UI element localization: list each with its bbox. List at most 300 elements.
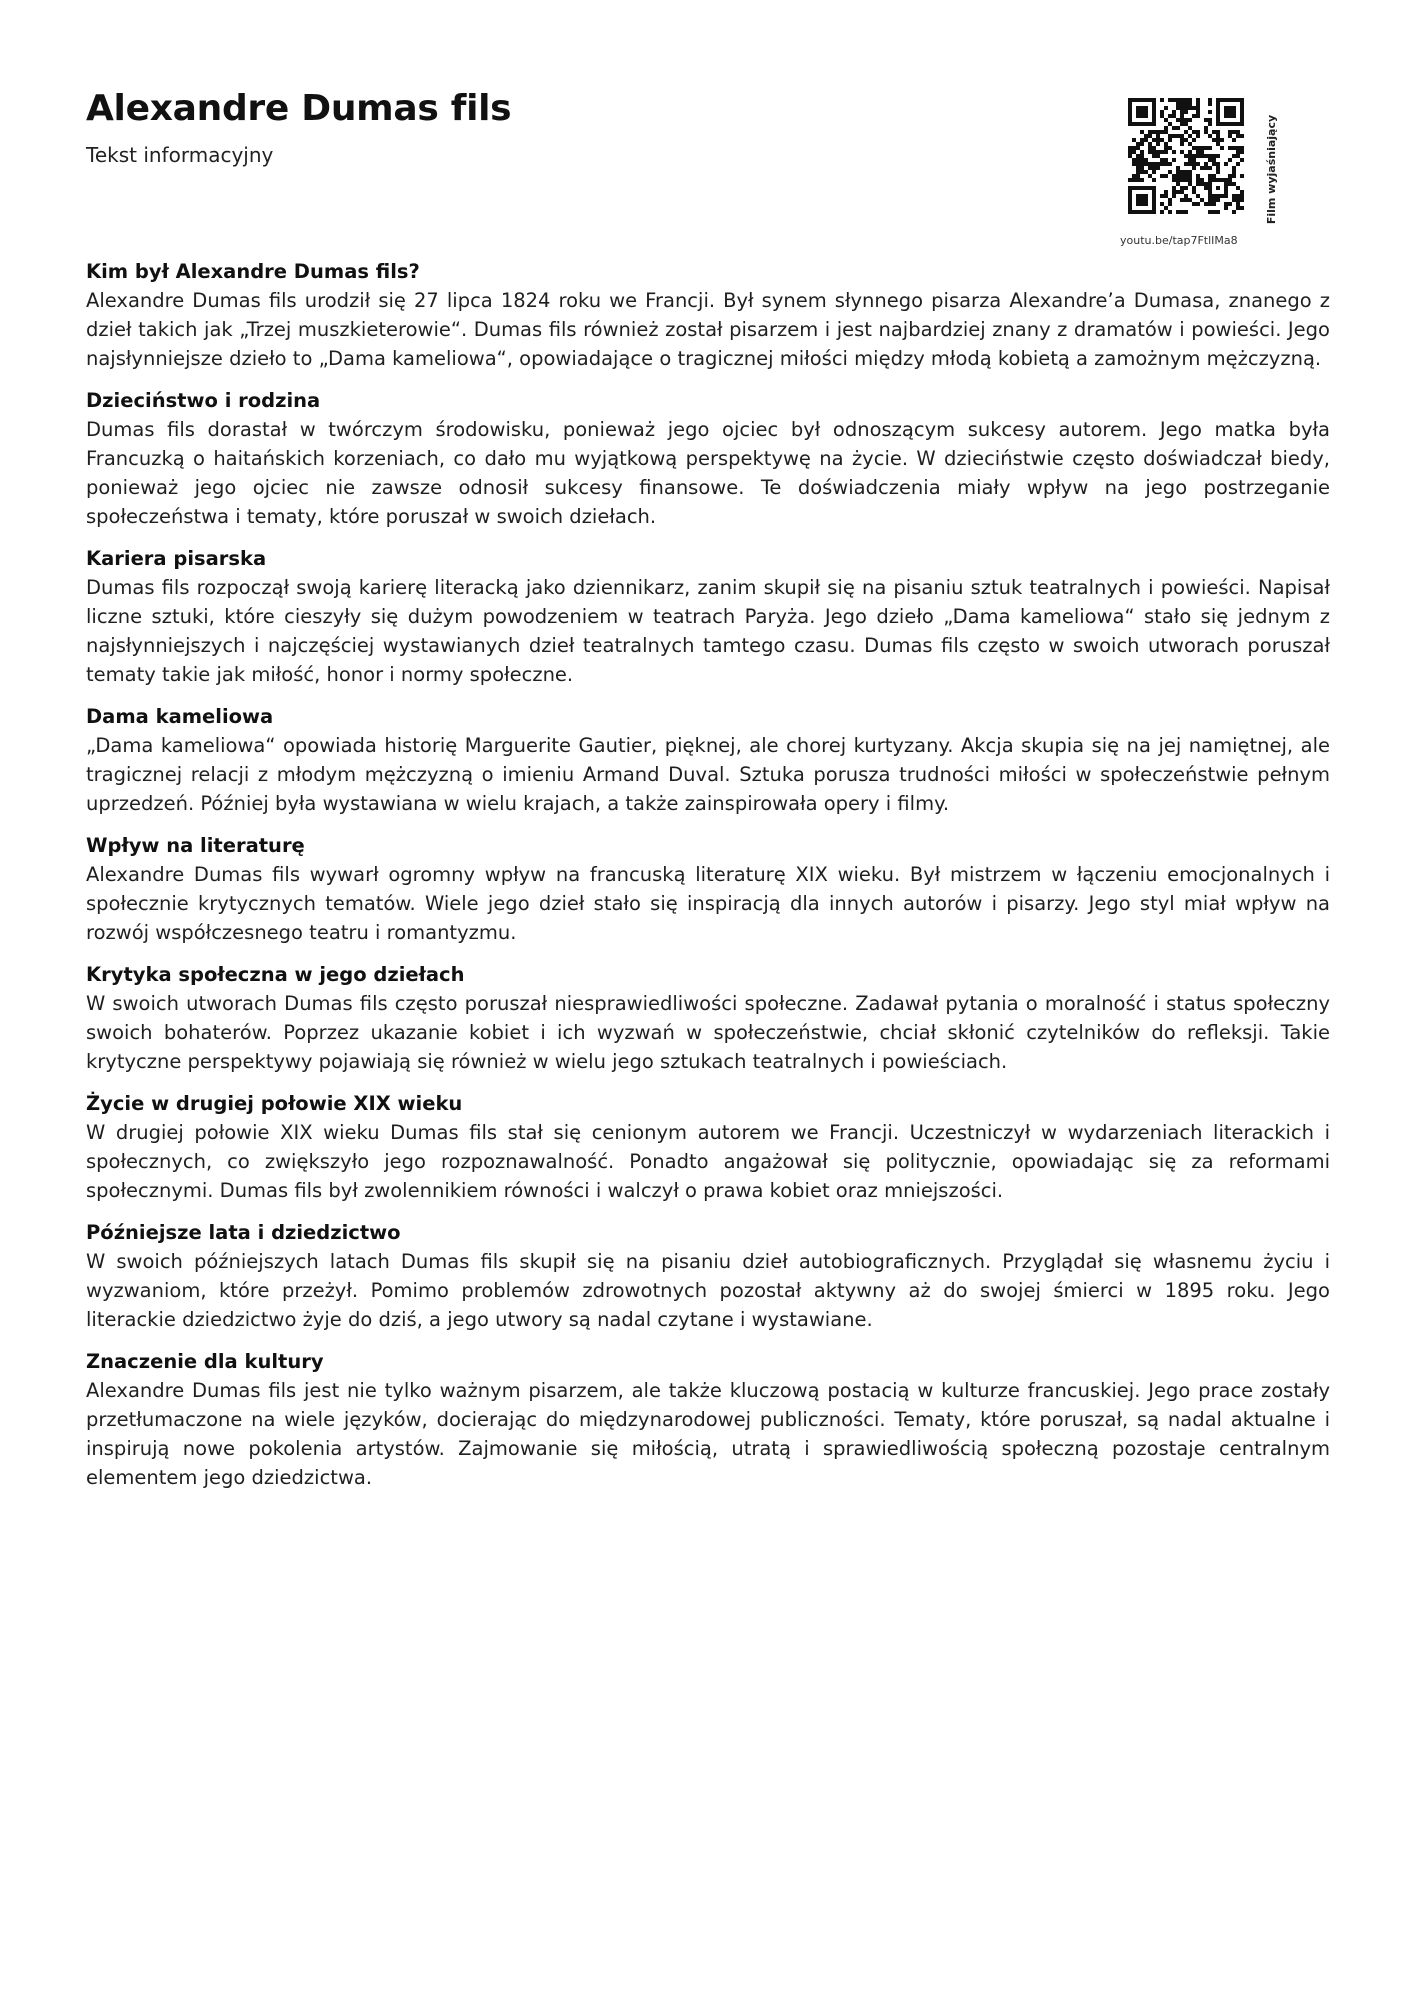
qr-module xyxy=(1136,114,1140,118)
qr-side-label xyxy=(1262,104,1282,234)
qr-module xyxy=(1176,126,1180,130)
qr-module xyxy=(1180,178,1184,182)
qr-module xyxy=(1136,106,1140,110)
qr-module xyxy=(1172,114,1176,118)
qr-module xyxy=(1208,194,1212,198)
qr-module xyxy=(1132,122,1136,126)
qr-module xyxy=(1212,194,1216,198)
qr-module xyxy=(1156,154,1160,158)
qr-module xyxy=(1196,178,1200,182)
qr-module xyxy=(1192,166,1196,170)
qr-module xyxy=(1128,194,1132,198)
qr-module xyxy=(1140,106,1144,110)
section-body: Alexandre Dumas fils wywarł ogromny wpływ na francuską literaturę XIX wieku. Był mistrzem w łączeniu emocjonalnych i społecznie krytycznych tematów. Wiele jego dzieł stało się inspiracją dla innych autorów i pisarzy. Jego styl miał wpływ na rozwój współczesnego teatru i romantyzmu. xyxy=(86,863,1330,944)
qr-module xyxy=(1152,114,1156,118)
qr-module xyxy=(1220,98,1224,102)
qr-module xyxy=(1172,98,1176,102)
qr-module xyxy=(1148,134,1152,138)
qr-module xyxy=(1228,134,1232,138)
qr-module xyxy=(1232,146,1236,150)
qr-module xyxy=(1140,114,1144,118)
qr-module xyxy=(1188,170,1192,174)
qr-module xyxy=(1164,130,1168,134)
qr-module xyxy=(1228,202,1232,206)
section-later-years xyxy=(86,1219,1330,1334)
qr-module xyxy=(1224,106,1228,110)
qr-module xyxy=(1164,126,1168,130)
qr-module xyxy=(1188,182,1192,186)
qr-module xyxy=(1180,102,1184,106)
section-body: Dumas fils dorastał w twórczym środowisku, ponieważ jego ojciec był odnoszącym sukcesy autorem. Jego matka była Francuzką o haitańskich korzeniach, co dało mu wyjątkową perspektywę na życie. W dzieciństwie często doświadczał biedy, ponieważ jego ojciec nie zawsze odnosił sukcesy finansowe. Te doświadczenia miały wpływ na jego postrzeganie społeczeństwa i tematy, które poruszał w swoich dziełach. xyxy=(86,418,1330,528)
qr-module xyxy=(1152,186,1156,190)
qr-module xyxy=(1144,114,1148,118)
qr-module xyxy=(1168,134,1172,138)
qr-module xyxy=(1212,202,1216,206)
qr-module xyxy=(1148,150,1152,154)
qr-module xyxy=(1236,198,1240,202)
qr-module xyxy=(1188,142,1192,146)
qr-module xyxy=(1208,158,1212,162)
qr-module xyxy=(1156,166,1160,170)
qr-module xyxy=(1228,146,1232,150)
qr-module xyxy=(1204,154,1208,158)
qr-module xyxy=(1176,174,1180,178)
section-body: Alexandre Dumas fils urodził się 27 lipca 1824 roku we Francji. Był synem słynnego pisarza Alexandre’a Dumasa, znanego z dzieł takich jak „Trzej muszkieterowie“. Dumas fils również został pisarzem i jest najbardziej znany z dramatów i powieści. Jego najsłynniejsze dzieło to „Dama kameliowa“, opowiadające o tragicznej miłości między młodą kobietą a zamożnym mężczyzną. xyxy=(86,289,1330,370)
qr-module xyxy=(1200,146,1204,150)
qr-module xyxy=(1172,110,1176,114)
qr-module xyxy=(1188,150,1192,154)
qr-module xyxy=(1168,162,1172,166)
qr-module xyxy=(1232,210,1236,214)
qr-module xyxy=(1216,194,1220,198)
qr-module xyxy=(1164,162,1168,166)
qr-module xyxy=(1184,106,1188,110)
qr-module xyxy=(1152,98,1156,102)
qr-module xyxy=(1172,126,1176,130)
section-career xyxy=(86,545,1330,689)
qr-module xyxy=(1176,118,1180,122)
qr-module xyxy=(1152,130,1156,134)
qr-module xyxy=(1140,130,1144,134)
qr-module xyxy=(1136,142,1140,146)
qr-module xyxy=(1232,138,1236,142)
qr-module xyxy=(1148,122,1152,126)
qr-module xyxy=(1204,126,1208,130)
qr-module xyxy=(1196,154,1200,158)
qr-module xyxy=(1136,186,1140,190)
qr-module xyxy=(1184,162,1188,166)
qr-module xyxy=(1160,210,1164,214)
qr-module xyxy=(1212,174,1216,178)
qr-module xyxy=(1148,142,1152,146)
qr-module xyxy=(1148,162,1152,166)
qr-module xyxy=(1180,118,1184,122)
qr-module xyxy=(1224,182,1228,186)
qr-module xyxy=(1128,146,1132,150)
qr-module xyxy=(1136,202,1140,206)
qr-module xyxy=(1176,166,1180,170)
qr-module xyxy=(1216,162,1220,166)
qr-module xyxy=(1204,118,1208,122)
qr-module xyxy=(1148,186,1152,190)
qr-module xyxy=(1172,134,1176,138)
qr-module xyxy=(1232,194,1236,198)
qr-module xyxy=(1168,170,1172,174)
qr-module xyxy=(1196,174,1200,178)
qr-module xyxy=(1168,114,1172,118)
qr-module xyxy=(1240,146,1244,150)
qr-module xyxy=(1128,102,1132,106)
qr-module xyxy=(1240,114,1244,118)
qr-module xyxy=(1236,134,1240,138)
section-body: W swoich utworach Dumas fils często poruszał niesprawiedliwości społeczne. Zadawał pytania o moralność i status społeczny swoich bohaterów. Poprzez ukazanie kobiet i ich wyzwań w społeczeństwie, chciał skłonić czytelników do refleksji. Takie krytyczne perspektywy pojawiają się również w wielu jego sztukach teatralnych i powieściach. xyxy=(86,992,1330,1073)
qr-module xyxy=(1212,210,1216,214)
qr-module xyxy=(1180,134,1184,138)
qr-module xyxy=(1140,166,1144,170)
qr-module xyxy=(1208,110,1212,114)
qr-module xyxy=(1196,130,1200,134)
qr-module xyxy=(1148,98,1152,102)
qr-module xyxy=(1132,98,1136,102)
qr-module xyxy=(1184,210,1188,214)
qr-module xyxy=(1192,154,1196,158)
qr-module xyxy=(1196,134,1200,138)
qr-module xyxy=(1152,102,1156,106)
qr-module xyxy=(1168,122,1172,126)
qr-module xyxy=(1148,166,1152,170)
qr-module xyxy=(1168,98,1172,102)
qr-module xyxy=(1224,202,1228,206)
qr-module xyxy=(1236,146,1240,150)
qr-module xyxy=(1232,174,1236,178)
qr-module xyxy=(1232,198,1236,202)
section-childhood xyxy=(86,387,1330,531)
qr-module xyxy=(1168,146,1172,150)
qr-module xyxy=(1224,98,1228,102)
qr-module xyxy=(1172,194,1176,198)
qr-module xyxy=(1168,138,1172,142)
qr-module xyxy=(1140,198,1144,202)
qr-module xyxy=(1132,146,1136,150)
qr-module xyxy=(1232,98,1236,102)
qr-module xyxy=(1148,210,1152,214)
qr-module xyxy=(1224,122,1228,126)
qr-module xyxy=(1160,110,1164,114)
qr-module xyxy=(1184,194,1188,198)
qr-module xyxy=(1240,122,1244,126)
qr-module xyxy=(1144,106,1148,110)
qr-module xyxy=(1136,210,1140,214)
qr-module xyxy=(1236,202,1240,206)
qr-module xyxy=(1240,98,1244,102)
qr-module xyxy=(1184,178,1188,182)
qr-module xyxy=(1188,126,1192,130)
qr-module xyxy=(1136,146,1140,150)
qr-module xyxy=(1196,162,1200,166)
qr-module xyxy=(1228,130,1232,134)
section-heading: Krytyka społeczna w jego dziełach xyxy=(86,963,465,986)
qr-module xyxy=(1152,150,1156,154)
qr-module xyxy=(1224,194,1228,198)
section-heading: Kariera pisarska xyxy=(86,547,267,570)
qr-module xyxy=(1208,98,1212,102)
qr-module xyxy=(1164,206,1168,210)
qr-module xyxy=(1128,114,1132,118)
qr-module xyxy=(1216,98,1220,102)
qr-module xyxy=(1232,166,1236,170)
qr-module xyxy=(1128,178,1132,182)
qr-module xyxy=(1216,130,1220,134)
qr-module xyxy=(1216,122,1220,126)
qr-module xyxy=(1232,154,1236,158)
qr-module xyxy=(1172,150,1176,154)
section-heading: Życie w drugiej połowie XIX wieku xyxy=(86,1092,463,1115)
qr-module xyxy=(1240,198,1244,202)
qr-module xyxy=(1128,206,1132,210)
qr-module xyxy=(1144,210,1148,214)
qr-module xyxy=(1188,198,1192,202)
qr-module xyxy=(1236,194,1240,198)
qr-module xyxy=(1216,166,1220,170)
qr-module xyxy=(1184,110,1188,114)
qr-module xyxy=(1184,130,1188,134)
qr-module xyxy=(1192,114,1196,118)
qr-module xyxy=(1228,114,1232,118)
qr-module xyxy=(1160,130,1164,134)
qr-module xyxy=(1144,194,1148,198)
qr-module xyxy=(1152,210,1156,214)
qr-module xyxy=(1196,194,1200,198)
qr-link-caption[interactable]: youtu.be/tap7FtlIMa8 xyxy=(1120,234,1238,247)
qr-module xyxy=(1160,158,1164,162)
qr-module xyxy=(1240,158,1244,162)
qr-module xyxy=(1140,202,1144,206)
qr-module xyxy=(1196,114,1200,118)
qr-module xyxy=(1152,202,1156,206)
qr-module xyxy=(1180,150,1184,154)
qr-module xyxy=(1224,190,1228,194)
qr-module xyxy=(1160,194,1164,198)
qr-module xyxy=(1216,134,1220,138)
qr-module xyxy=(1200,198,1204,202)
qr-module xyxy=(1212,178,1216,182)
qr-module xyxy=(1176,210,1180,214)
qr-module xyxy=(1152,166,1156,170)
qr-module xyxy=(1196,98,1200,102)
qr-module xyxy=(1228,110,1232,114)
qr-module xyxy=(1128,150,1132,154)
qr-module xyxy=(1164,174,1168,178)
page-title: Alexandre Dumas fils xyxy=(86,88,512,129)
qr-module xyxy=(1200,182,1204,186)
qr-module xyxy=(1236,162,1240,166)
qr-module xyxy=(1228,174,1232,178)
section-dama-kameliowa xyxy=(86,703,1330,818)
section-heading: Późniejsze lata i dziedzictwo xyxy=(86,1221,401,1244)
qr-module xyxy=(1168,198,1172,202)
qr-module xyxy=(1160,202,1164,206)
qr-module xyxy=(1156,162,1160,166)
qr-module xyxy=(1136,162,1140,166)
qr-module xyxy=(1176,106,1180,110)
qr-module xyxy=(1208,118,1212,122)
qr-module xyxy=(1152,198,1156,202)
qr-module xyxy=(1212,154,1216,158)
qr-module xyxy=(1180,106,1184,110)
qr-module xyxy=(1196,110,1200,114)
qr-module xyxy=(1208,198,1212,202)
qr-module xyxy=(1140,178,1144,182)
qr-module xyxy=(1208,178,1212,182)
qr-module xyxy=(1136,166,1140,170)
qr-module xyxy=(1188,162,1192,166)
qr-module xyxy=(1184,174,1188,178)
qr-module xyxy=(1216,102,1220,106)
qr-module xyxy=(1144,122,1148,126)
qr-module xyxy=(1156,130,1160,134)
qr-module xyxy=(1236,122,1240,126)
qr-module xyxy=(1140,154,1144,158)
qr-module xyxy=(1156,150,1160,154)
qr-module xyxy=(1180,142,1184,146)
qr-module xyxy=(1196,182,1200,186)
qr-module xyxy=(1216,178,1220,182)
qr-module xyxy=(1176,190,1180,194)
qr-module xyxy=(1160,150,1164,154)
qr-module xyxy=(1220,122,1224,126)
qr-module xyxy=(1136,122,1140,126)
qr-module xyxy=(1136,110,1140,114)
qr-module xyxy=(1152,138,1156,142)
qr-module xyxy=(1128,202,1132,206)
qr-module xyxy=(1208,190,1212,194)
qr-module xyxy=(1144,202,1148,206)
qr-module xyxy=(1164,106,1168,110)
qr-code-icon[interactable] xyxy=(1128,98,1244,214)
qr-module xyxy=(1212,138,1216,142)
section-heading: Wpływ na literaturę xyxy=(86,834,305,857)
qr-module xyxy=(1228,106,1232,110)
qr-module xyxy=(1128,110,1132,114)
qr-module xyxy=(1240,118,1244,122)
qr-module xyxy=(1148,130,1152,134)
qr-module xyxy=(1160,98,1164,102)
qr-module xyxy=(1156,138,1160,142)
qr-module xyxy=(1148,146,1152,150)
qr-module xyxy=(1128,198,1132,202)
qr-module xyxy=(1144,138,1148,142)
qr-module xyxy=(1128,186,1132,190)
page-subtitle: Tekst informacyjny xyxy=(86,143,274,167)
qr-module xyxy=(1224,186,1228,190)
qr-module xyxy=(1216,186,1220,190)
qr-module xyxy=(1172,186,1176,190)
qr-module xyxy=(1132,150,1136,154)
qr-module xyxy=(1180,122,1184,126)
qr-module xyxy=(1180,174,1184,178)
qr-module xyxy=(1204,146,1208,150)
qr-module xyxy=(1128,106,1132,110)
section-heading: Znaczenie dla kultury xyxy=(86,1350,324,1373)
qr-module xyxy=(1176,170,1180,174)
qr-module xyxy=(1184,118,1188,122)
qr-module xyxy=(1196,150,1200,154)
qr-module xyxy=(1152,154,1156,158)
qr-module xyxy=(1196,146,1200,150)
qr-module xyxy=(1224,206,1228,210)
section-cultural-significance xyxy=(86,1348,1330,1492)
qr-module xyxy=(1144,98,1148,102)
qr-module xyxy=(1136,174,1140,178)
qr-module xyxy=(1168,210,1172,214)
qr-module xyxy=(1140,110,1144,114)
qr-module xyxy=(1180,190,1184,194)
qr-module xyxy=(1128,98,1132,102)
qr-module xyxy=(1136,154,1140,158)
qr-module xyxy=(1152,206,1156,210)
qr-module xyxy=(1200,154,1204,158)
qr-module xyxy=(1144,110,1148,114)
section-heading: Kim był Alexandre Dumas fils? xyxy=(86,260,420,283)
qr-module xyxy=(1148,174,1152,178)
qr-module xyxy=(1152,146,1156,150)
qr-module xyxy=(1240,194,1244,198)
qr-module xyxy=(1208,154,1212,158)
qr-module xyxy=(1208,166,1212,170)
qr-module xyxy=(1184,198,1188,202)
qr-module xyxy=(1188,102,1192,106)
qr-module xyxy=(1152,118,1156,122)
qr-module xyxy=(1136,194,1140,198)
qr-module xyxy=(1204,130,1208,134)
qr-module xyxy=(1180,210,1184,214)
qr-module xyxy=(1160,162,1164,166)
section-who-was xyxy=(86,258,1330,373)
qr-module xyxy=(1176,134,1180,138)
qr-module xyxy=(1200,150,1204,154)
qr-module xyxy=(1224,114,1228,118)
qr-module xyxy=(1232,122,1236,126)
qr-module xyxy=(1172,158,1176,162)
qr-module xyxy=(1240,110,1244,114)
qr-module xyxy=(1204,162,1208,166)
qr-module xyxy=(1140,98,1144,102)
section-body: W drugiej połowie XIX wieku Dumas fils stał się cenionym autorem we Francji. Uczestniczył w wydarzeniach literackich i społecznych, co zwiększyło jego rozpoznawalność. Ponadto angażował się politycznie, opowiadając się za reformami społecznymi. Dumas fils był zwolennikiem równości i walczył o prawa kobiet oraz mniejszości. xyxy=(86,1121,1330,1202)
qr-module xyxy=(1140,138,1144,142)
qr-module xyxy=(1184,170,1188,174)
qr-module xyxy=(1140,150,1144,154)
qr-module xyxy=(1204,186,1208,190)
qr-module xyxy=(1216,106,1220,110)
qr-module xyxy=(1168,202,1172,206)
qr-module xyxy=(1188,106,1192,110)
qr-module xyxy=(1132,178,1136,182)
qr-module xyxy=(1192,202,1196,206)
qr-module xyxy=(1228,98,1232,102)
qr-module xyxy=(1228,158,1232,162)
qr-module xyxy=(1152,110,1156,114)
qr-module xyxy=(1196,106,1200,110)
qr-module xyxy=(1176,98,1180,102)
qr-module xyxy=(1188,178,1192,182)
qr-module xyxy=(1156,134,1160,138)
qr-module xyxy=(1192,138,1196,142)
qr-module xyxy=(1152,178,1156,182)
qr-module xyxy=(1152,170,1156,174)
qr-module xyxy=(1164,118,1168,122)
section-body: Alexandre Dumas fils jest nie tylko ważnym pisarzem, ale także kluczową postacią w kulturze francuskiej. Jego prace zostały przetłumaczone na wiele języków, docierając do międzynarodowej publiczności. Tematy, które poruszał, są nadal aktualne i inspirują nowe pokolenia artystów. Zajmowanie się miłością, utratą i sprawiedliwością społeczną pozostaje centralnym elementem jego dziedzictwa. xyxy=(86,1379,1330,1489)
qr-module xyxy=(1136,98,1140,102)
